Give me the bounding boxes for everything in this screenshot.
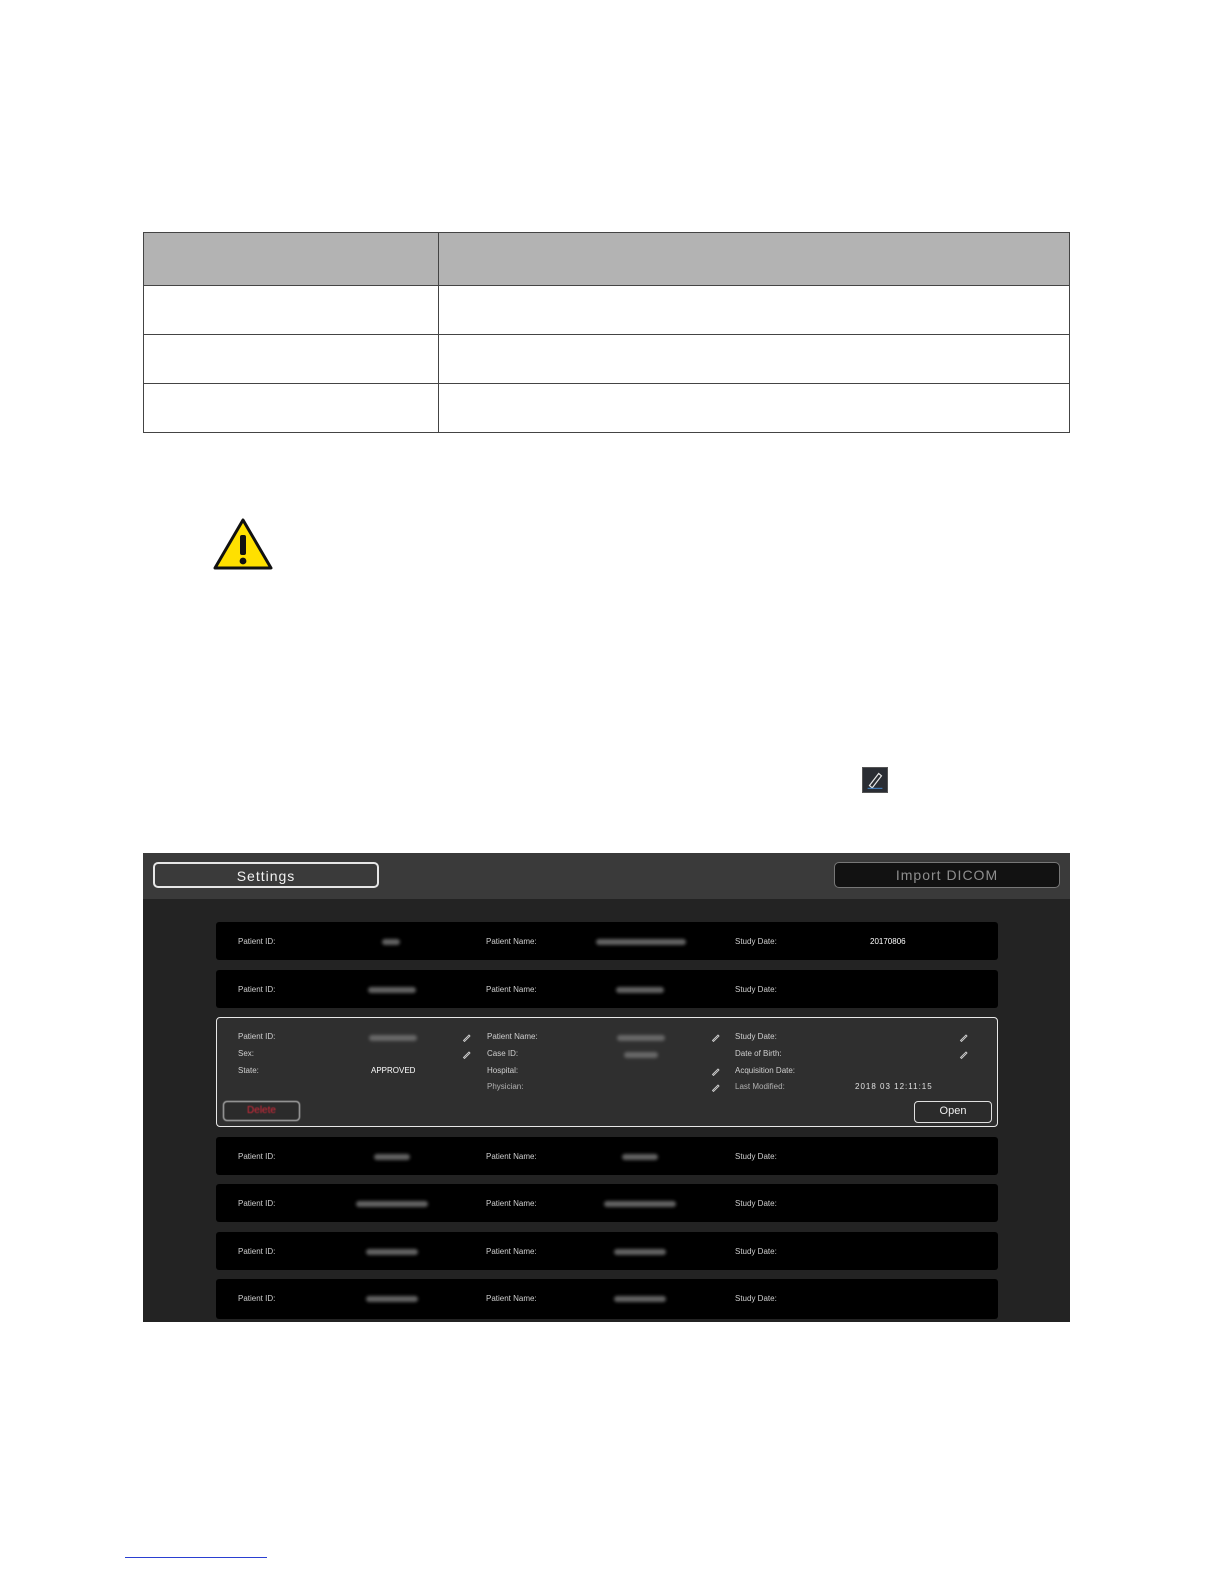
study-date-value: 20170806	[870, 937, 906, 946]
patient-id-label: Patient ID:	[238, 1294, 276, 1303]
patient-name-label: Patient Name:	[486, 1247, 537, 1256]
blurred-patient-id	[369, 1035, 417, 1041]
table-header-cell	[439, 233, 1070, 286]
patient-name-label: Patient Name:	[486, 937, 537, 946]
patient-record-expanded[interactable]	[216, 1017, 998, 1127]
patient-name-label: Patient Name:	[486, 1294, 537, 1303]
patient-list-screenshot	[143, 853, 1070, 1322]
blurred-patient-name	[617, 1035, 665, 1041]
study-date-label: Study Date:	[735, 1032, 777, 1041]
blurred-patient-name	[616, 987, 664, 993]
hospital-label: Hospital:	[487, 1066, 519, 1075]
patient-name-label: Patient Name:	[486, 1152, 537, 1161]
sex-label: Sex:	[238, 1049, 255, 1058]
state-label: State:	[238, 1066, 259, 1075]
blurred-patient-id	[366, 1249, 418, 1255]
date-of-birth-label: Date of Birth:	[735, 1049, 782, 1058]
study-date-label: Study Date:	[735, 1294, 777, 1303]
study-date-label: Study Date:	[735, 937, 777, 946]
patient-record[interactable]	[216, 922, 998, 960]
patient-record[interactable]	[216, 970, 998, 1008]
physician-label: Physician:	[487, 1082, 524, 1091]
patient-record[interactable]	[216, 1279, 998, 1319]
edit-icon[interactable]	[462, 1050, 471, 1059]
patient-id-label: Patient ID:	[238, 985, 276, 994]
open-button[interactable]: Open	[914, 1101, 992, 1123]
patient-id-label: Patient ID:	[238, 1199, 276, 1208]
table-cell	[144, 286, 439, 335]
table-cell	[439, 286, 1070, 335]
table-cell	[439, 384, 1070, 433]
blurred-patient-id	[366, 1296, 418, 1302]
blurred-patient-id	[382, 939, 400, 945]
blurred-patient-name	[604, 1201, 676, 1207]
blurred-patient-id	[356, 1201, 428, 1207]
patient-record[interactable]	[216, 1184, 998, 1222]
case-id-label: Case ID:	[487, 1049, 519, 1058]
study-date-label: Study Date:	[735, 985, 777, 994]
table-header-row	[144, 233, 1070, 286]
app-toolbar	[143, 853, 1070, 899]
patient-record[interactable]	[216, 1232, 998, 1270]
edit-icon[interactable]	[959, 1050, 968, 1059]
edit-icon[interactable]	[959, 1033, 968, 1042]
warning-icon	[212, 517, 274, 571]
info-table	[143, 232, 1070, 433]
table-row	[144, 335, 1070, 384]
edit-icon[interactable]	[711, 1083, 720, 1092]
patient-name-label: Patient Name:	[486, 1199, 537, 1208]
settings-button[interactable]: Settings	[153, 862, 379, 888]
blurred-patient-id	[374, 1154, 410, 1160]
patient-id-label: Patient ID:	[238, 1247, 276, 1256]
last-modified-label: Last Modified:	[735, 1082, 785, 1091]
state-value: APPROVED	[371, 1066, 416, 1075]
patient-id-label: Patient ID:	[238, 1032, 276, 1041]
study-date-label: Study Date:	[735, 1152, 777, 1161]
acquisition-date-label: Acquisition Date:	[735, 1066, 796, 1075]
footnote-rule	[125, 1557, 267, 1558]
table-cell	[439, 335, 1070, 384]
pencil-icon	[862, 767, 888, 793]
blurred-patient-name	[622, 1154, 658, 1160]
blurred-patient-id	[368, 987, 416, 993]
table-cell	[144, 384, 439, 433]
edit-icon[interactable]	[711, 1033, 720, 1042]
last-modified-value: 2018 03 12:11:15	[855, 1082, 933, 1091]
blurred-patient-name	[614, 1249, 666, 1255]
patient-id-label: Patient ID:	[238, 937, 276, 946]
table-row	[144, 286, 1070, 335]
patient-record[interactable]	[216, 1137, 998, 1175]
delete-button[interactable]: Delete	[223, 1101, 300, 1121]
import-dicom-button[interactable]: Import DICOM	[834, 862, 1060, 888]
edit-icon[interactable]	[462, 1033, 471, 1042]
patient-name-label: Patient Name:	[486, 985, 537, 994]
study-date-label: Study Date:	[735, 1247, 777, 1256]
patient-id-label: Patient ID:	[238, 1152, 276, 1161]
blurred-patient-name	[596, 939, 686, 945]
study-date-label: Study Date:	[735, 1199, 777, 1208]
blurred-case-id	[624, 1052, 658, 1058]
table-header-cell	[144, 233, 439, 286]
table-cell	[144, 335, 439, 384]
patient-name-label: Patient Name:	[487, 1032, 538, 1041]
blurred-patient-name	[614, 1296, 666, 1302]
edit-icon[interactable]	[711, 1067, 720, 1076]
table-row	[144, 384, 1070, 433]
